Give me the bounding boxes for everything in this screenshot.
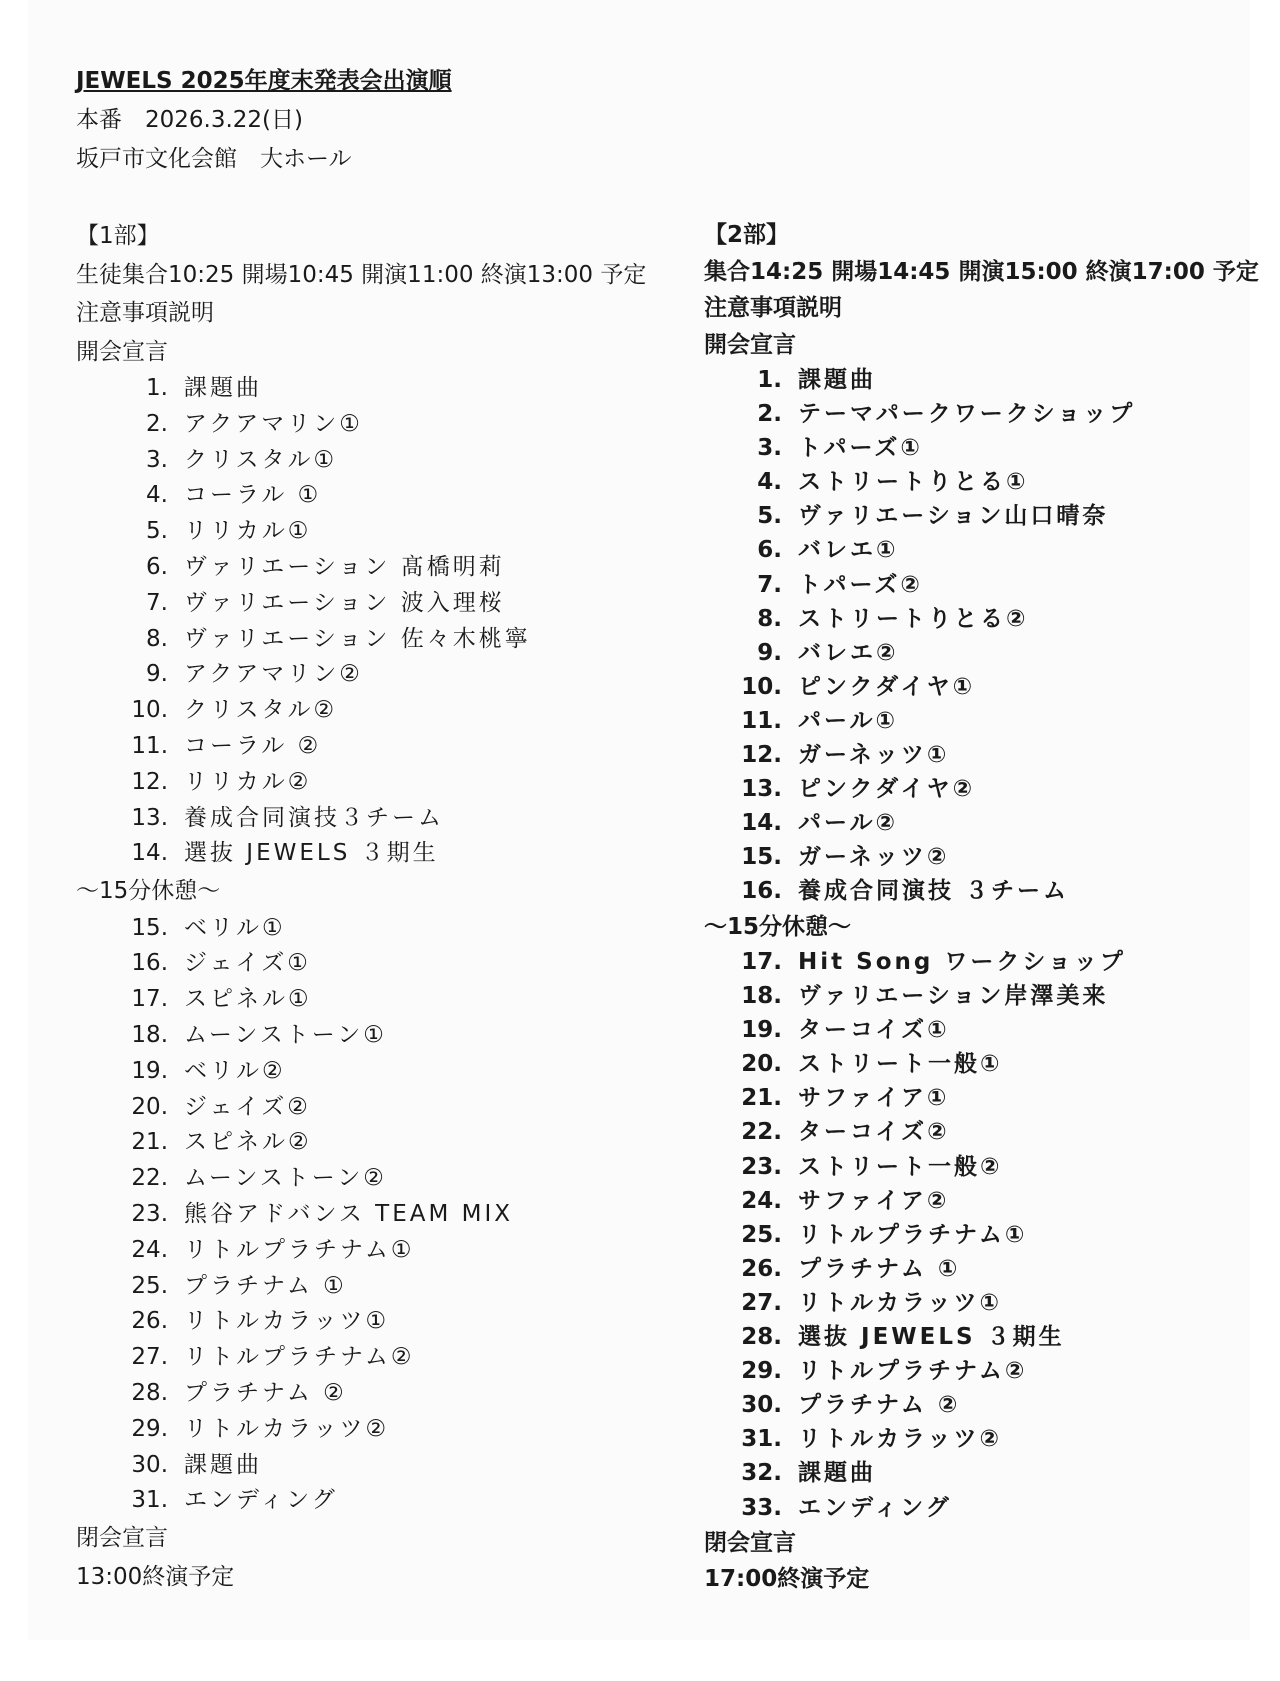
program-item-number: 7.: [146, 589, 168, 616]
part2-column: [704, 217, 1264, 1598]
part1-opening: 開会宣言: [76, 338, 168, 365]
program-item-title: プラチナム ②: [798, 1392, 961, 1419]
program-item-number: 6.: [146, 553, 168, 580]
program-item-title: ムーンストーン①: [184, 1022, 387, 1049]
program-item-title: ヴァリエーション 佐々木桃寧: [184, 625, 531, 652]
program-item: [76, 1448, 686, 1484]
program-item: [76, 1090, 686, 1126]
program-item: [704, 1456, 1264, 1490]
program-item-title: リトルカラッツ②: [184, 1415, 390, 1442]
program-item-title: 選抜 JEWELS ３期生: [184, 840, 439, 867]
program-item-title: ストリートりとる②: [798, 605, 1029, 632]
program-item: [704, 465, 1264, 499]
program-item-title: バレエ①: [798, 537, 899, 564]
program-item: [76, 911, 686, 947]
program-item-number: 26.: [131, 1308, 168, 1335]
program-item-number: 4.: [757, 469, 782, 496]
program-item-title: 課題曲: [184, 375, 262, 401]
program-item-number: 3.: [757, 435, 782, 462]
program-item-number: 18.: [131, 1022, 168, 1049]
program-item-number: 20.: [131, 1093, 168, 1120]
program-item-number: 1.: [757, 367, 782, 393]
program-item-title: サファイア①: [798, 1085, 950, 1112]
part2-schedule: 集合14:25 開場14:45 開演15:00 終演17:00 予定: [704, 258, 1259, 285]
program-item: [704, 602, 1264, 636]
program-item: [704, 1491, 1264, 1525]
program-item-number: 25.: [131, 1272, 168, 1299]
program-item: [704, 840, 1264, 874]
program-item: [704, 1388, 1264, 1422]
venue: 坂戸市文化会館 大ホール: [76, 146, 352, 172]
program-item-number: 26.: [741, 1255, 782, 1282]
program-item: [76, 1018, 686, 1054]
program-item-title: リリカル②: [184, 768, 312, 795]
program-item-number: 27.: [131, 1344, 168, 1371]
program-item: [704, 499, 1264, 533]
program-item-number: 13.: [131, 804, 168, 831]
program-item-title: ヴァリエーション 髙橋明莉: [184, 553, 505, 580]
part1-break: 〜15分休憩〜: [76, 878, 221, 905]
program-item-number: 28.: [131, 1380, 168, 1407]
part1-program-list-b: [76, 911, 686, 1520]
program-item-title: スピネル②: [184, 1129, 312, 1156]
part2-break: 〜15分休憩〜: [704, 913, 852, 940]
program-item-number: 30.: [131, 1451, 168, 1478]
document-header: [76, 62, 452, 179]
part2-closing: 閉会宣言: [704, 1529, 796, 1556]
program-item: [704, 772, 1264, 806]
program-item-number: 19.: [131, 1057, 168, 1084]
program-item-title: 課題曲: [184, 1451, 262, 1478]
program-item-number: 14.: [131, 840, 168, 867]
program-item-number: 5.: [757, 503, 782, 530]
performance-date: 本番 2026.3.22(日): [76, 107, 304, 133]
program-item: [704, 1320, 1264, 1354]
program-item-title: トパーズ②: [798, 571, 923, 598]
program-item: [704, 1354, 1264, 1388]
part1-schedule: 生徒集合10:25 開場10:45 開演11:00 終演13:00 予定: [76, 261, 647, 288]
program-item-number: 4.: [146, 482, 168, 509]
program-item: [704, 1218, 1264, 1252]
program-item-number: 11.: [131, 732, 168, 759]
program-item-title: 養成合同演技３チーム: [184, 804, 444, 831]
program-item: [76, 1412, 686, 1448]
program-item: [704, 397, 1264, 431]
program-item: [704, 1422, 1264, 1456]
program-item-number: 19.: [741, 1017, 782, 1044]
program-item-number: 12.: [741, 742, 782, 769]
program-item-number: 6.: [757, 537, 782, 564]
program-item-title: リトルカラッツ①: [184, 1308, 390, 1335]
program-item-title: テーマパークワークショップ: [798, 401, 1136, 428]
program-item-number: 29.: [741, 1358, 782, 1385]
program-item: [704, 704, 1264, 738]
program-item-number: 1.: [146, 375, 168, 401]
program-item: [704, 1013, 1264, 1047]
program-item-number: 2.: [757, 401, 782, 428]
program-item: [704, 979, 1264, 1013]
program-item-title: サファイア②: [798, 1187, 950, 1214]
program-item-title: エンディング: [798, 1494, 952, 1521]
program-item: [704, 670, 1264, 704]
program-item-title: Hit Song ワークショップ: [798, 949, 1126, 975]
program-item: [76, 622, 686, 658]
program-item-number: 15.: [741, 844, 782, 871]
program-item-title: パール②: [798, 810, 899, 837]
program-item: [704, 738, 1264, 772]
part2-program-list-b: [704, 945, 1264, 1525]
program-item-title: ターコイズ①: [798, 1017, 950, 1044]
program-item-title: ジェイズ①: [184, 950, 311, 977]
program-item-title: エンディング: [184, 1487, 338, 1514]
program-item: [76, 1483, 686, 1519]
program-item: [76, 586, 686, 622]
program-item: [76, 514, 686, 550]
program-item: [704, 874, 1264, 908]
part1-column: [76, 217, 686, 1596]
program-item-title: プラチナム ①: [798, 1255, 961, 1282]
program-item-title: リトルプラチナム①: [798, 1221, 1028, 1248]
program-item: [704, 1081, 1264, 1115]
program-item-title: バレエ②: [798, 639, 899, 666]
program-item: [76, 478, 686, 514]
program-item-title: パール①: [798, 707, 899, 734]
program-item: [76, 1054, 686, 1090]
program-item: [76, 1340, 686, 1376]
program-item-number: 21.: [131, 1129, 168, 1156]
program-item-number: 21.: [741, 1085, 782, 1112]
program-item-number: 16.: [741, 878, 782, 905]
program-item-number: 24.: [741, 1187, 782, 1214]
program-item: [76, 982, 686, 1018]
program-item-title: 熊谷アドバンス TEAM MIX: [184, 1201, 514, 1228]
program-item-number: 17.: [741, 949, 782, 975]
program-item-number: 28.: [741, 1324, 782, 1351]
part1-notice: 注意事項説明: [76, 300, 214, 326]
program-item: [76, 1376, 686, 1412]
program-item: [76, 946, 686, 982]
program-item-number: 25.: [741, 1221, 782, 1248]
program-item-title: トパーズ①: [798, 435, 923, 462]
program-item-number: 24.: [131, 1236, 168, 1263]
program-item-title: ストリート一般②: [798, 1153, 1003, 1180]
program-item-number: 9.: [757, 639, 782, 666]
program-item-title: リトルカラッツ①: [798, 1289, 1003, 1316]
program-item-title: コーラル ①: [184, 482, 322, 509]
program-item-title: 課題曲: [798, 1460, 876, 1487]
program-item-title: リリカル①: [184, 518, 312, 545]
program-item-number: 10.: [131, 697, 168, 724]
program-item: [704, 1047, 1264, 1081]
program-item-number: 31.: [741, 1426, 782, 1453]
program-item-number: 12.: [131, 768, 168, 795]
program-item-number: 20.: [741, 1051, 782, 1078]
program-item-number: 32.: [741, 1460, 782, 1487]
program-item-title: リトルカラッツ②: [798, 1426, 1003, 1453]
program-item-number: 22.: [131, 1165, 168, 1192]
part2-end: 17:00終演予定: [704, 1566, 870, 1593]
program-item-number: 23.: [741, 1153, 782, 1180]
program-item: [76, 765, 686, 801]
program-item-number: 8.: [757, 605, 782, 632]
program-item-title: ガーネッツ②: [798, 844, 950, 871]
program-item-number: 17.: [131, 986, 168, 1013]
program-item-number: 22.: [741, 1119, 782, 1146]
program-item-title: 養成合同演技 ３チーム: [798, 878, 1070, 905]
program-item-number: 5.: [146, 518, 168, 545]
program-item: [76, 729, 686, 765]
program-item: [76, 1233, 686, 1269]
program-item-number: 29.: [131, 1415, 168, 1442]
program-item-number: 33.: [741, 1494, 782, 1521]
program-item-number: 14.: [741, 810, 782, 837]
program-item: [76, 836, 686, 872]
program-item-title: ピンクダイヤ①: [798, 673, 976, 700]
program-item-title: ストリートりとる①: [798, 469, 1029, 496]
program-item-title: ベリル①: [184, 914, 286, 941]
program-item-title: クリスタル②: [184, 697, 338, 724]
program-item: [76, 1304, 686, 1340]
program-item: [76, 693, 686, 729]
program-item: [704, 533, 1264, 567]
program-item-number: 16.: [131, 950, 168, 977]
program-item-number: 11.: [741, 707, 782, 734]
program-item-number: 30.: [741, 1392, 782, 1419]
program-item-number: 27.: [741, 1289, 782, 1316]
program-item-title: リトルプラチナム②: [184, 1344, 415, 1371]
part1-end: 13:00終演予定: [76, 1563, 235, 1590]
program-item-number: 9.: [146, 661, 168, 688]
program-item-title: ヴァリエーション山口晴奈: [798, 503, 1109, 530]
part1-heading: 【1部】: [76, 223, 160, 249]
program-item-title: ガーネッツ①: [798, 742, 950, 769]
program-item: [76, 407, 686, 443]
part2-notice: 注意事項説明: [704, 295, 842, 321]
program-item: [704, 806, 1264, 840]
program-item-title: ヴァリエーション 波入理桜: [184, 589, 505, 616]
program-item-title: ヴァリエーション岸澤美来: [798, 983, 1109, 1010]
program-item-title: ムーンストーン②: [184, 1165, 387, 1192]
program-item: [76, 1161, 686, 1197]
program-item: [704, 1150, 1264, 1184]
program-item-title: クリスタル①: [184, 446, 338, 473]
program-item: [76, 801, 686, 837]
program-item-title: ターコイズ②: [798, 1119, 950, 1146]
program-item-number: 2.: [146, 410, 168, 437]
program-item-title: プラチナム ②: [184, 1380, 347, 1407]
program-item: [76, 1125, 686, 1161]
program-item: [76, 371, 686, 407]
program-item-title: プラチナム ①: [184, 1272, 347, 1299]
part1-closing: 閉会宣言: [76, 1525, 168, 1552]
part2-program-list-a: [704, 363, 1264, 909]
program-item: [704, 568, 1264, 602]
program-item: [704, 1286, 1264, 1320]
program-item-title: リトルプラチナム①: [184, 1236, 415, 1263]
program-item: [76, 1197, 686, 1233]
program-item: [76, 443, 686, 479]
program-item-title: アクアマリン①: [184, 410, 363, 437]
program-item: [704, 1252, 1264, 1286]
program-item-number: 13.: [741, 776, 782, 803]
program-item-title: ジェイズ②: [184, 1093, 311, 1120]
program-item-title: アクアマリン②: [184, 661, 363, 688]
program-item: [76, 657, 686, 693]
program-item-title: コーラル ②: [184, 732, 322, 759]
program-item: [704, 1184, 1264, 1218]
program-item-number: 8.: [146, 625, 168, 652]
program-item-title: 選抜 JEWELS ３期生: [798, 1324, 1065, 1351]
program-item-number: 31.: [131, 1487, 168, 1514]
program-item-title: スピネル①: [184, 986, 312, 1013]
program-item: [76, 550, 686, 586]
program-item-title: ベリル②: [184, 1057, 286, 1084]
program-item: [704, 945, 1264, 979]
program-item: [704, 1115, 1264, 1149]
program-item-number: 23.: [131, 1201, 168, 1228]
program-item-number: 10.: [741, 673, 782, 700]
program-item-title: ピンクダイヤ②: [798, 776, 976, 803]
program-item: [704, 431, 1264, 465]
program-item-number: 3.: [146, 446, 168, 473]
program-item-number: 15.: [131, 914, 168, 941]
part1-program-list-a: [76, 371, 686, 872]
program-item-number: 18.: [741, 983, 782, 1010]
program-item-title: リトルプラチナム②: [798, 1358, 1028, 1385]
program-item-number: 7.: [757, 571, 782, 598]
document-title: JEWELS 2025年度末発表会出演順: [76, 68, 452, 94]
program-item: [704, 636, 1264, 670]
part2-opening: 開会宣言: [704, 331, 796, 358]
program-item: [704, 363, 1264, 397]
program-item-title: 課題曲: [798, 367, 876, 393]
part2-heading: 【2部】: [704, 222, 790, 248]
program-item-title: ストリート一般①: [798, 1051, 1003, 1078]
program-item: [76, 1269, 686, 1305]
